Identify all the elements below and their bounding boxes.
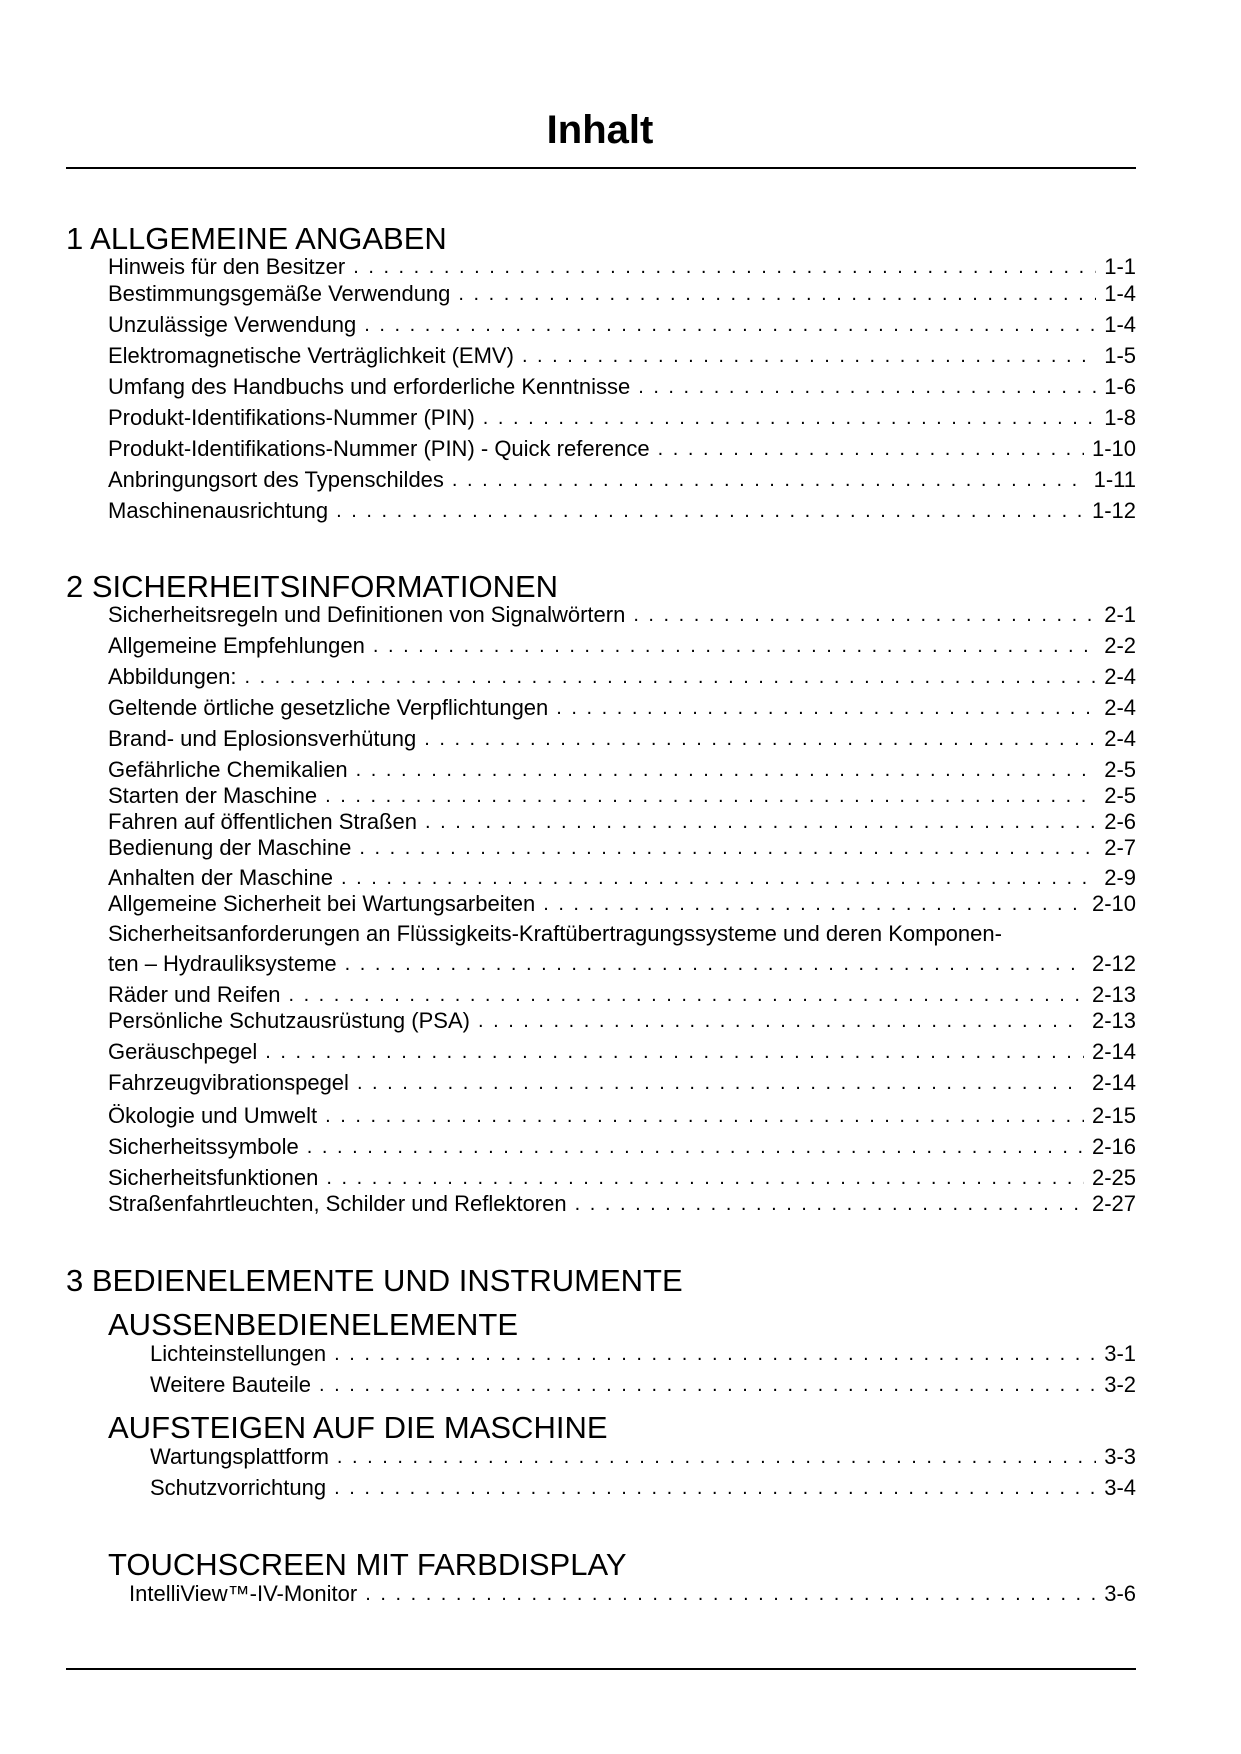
toc-entry-title: Persönliche Schutzausrüstung (PSA) — [108, 1008, 470, 1033]
leader-dots — [575, 1190, 1084, 1218]
toc-entry[interactable] — [108, 981, 1136, 1009]
toc-entry-page: 2-6 — [1104, 809, 1136, 834]
toc-entry-page: 3-3 — [1104, 1444, 1136, 1469]
toc-entry-title: Elektromagnetische Verträglichkeit (EMV) — [108, 343, 514, 368]
toc-entry-title: Starten der Maschine — [108, 783, 318, 808]
toc-entry-title: Sicherheitssymbole — [108, 1134, 299, 1159]
leader-dots — [356, 756, 1097, 784]
toc-entry-title: Schutzvorrichtung — [150, 1475, 327, 1500]
toc-entry-title: Bestimmungsgemäße Verwendung — [108, 281, 451, 306]
leader-dots — [424, 725, 1096, 753]
leader-dots — [341, 864, 1096, 892]
toc-entry[interactable] — [108, 694, 1136, 722]
section-heading-2: 2 SICHERHEITSINFORMATIONEN — [66, 569, 559, 604]
toc-entry-page: 2-12 — [1091, 951, 1136, 976]
toc-entry-title: Sicherheitsfunktionen — [108, 1165, 319, 1190]
toc-entry[interactable] — [108, 404, 1136, 432]
leader-dots — [543, 890, 1084, 918]
bottom-divider — [66, 1668, 1136, 1670]
toc-entry[interactable] — [108, 1164, 1136, 1192]
leader-dots — [556, 694, 1096, 722]
toc-entry-page: 2-27 — [1091, 1191, 1136, 1216]
toc-entry-title: Gefährliche Chemikalien — [108, 757, 348, 782]
toc-entry-title: Hinweis für den Besitzer — [108, 254, 346, 279]
leader-dots — [288, 981, 1084, 1009]
toc-entry-page: 1-10 — [1091, 436, 1136, 461]
toc-entry-wrapped-line: Sicherheitsanforderungen an Flüssigkeits-Kraftübertragungssysteme und deren Komponen- — [108, 921, 1002, 946]
toc-entry-page: 1-4 — [1104, 312, 1136, 337]
toc-entry-page: 2-14 — [1091, 1039, 1136, 1064]
toc-entry[interactable] — [150, 1340, 1136, 1368]
leader-dots — [337, 1443, 1096, 1471]
sub-heading-aussenbedienelemente: AUSSENBEDIENELEMENTE — [108, 1307, 518, 1342]
toc-entry[interactable] — [108, 253, 1136, 281]
toc-entry-title: ten – Hydrauliksysteme — [108, 951, 337, 976]
toc-entry-title: Abbildungen: — [108, 664, 237, 689]
leader-dots — [325, 782, 1096, 810]
toc-entry-title: Produkt-Identifikations-Nummer (PIN) — [108, 405, 475, 430]
toc-entry-page: 3-4 — [1104, 1475, 1136, 1500]
toc-entry[interactable] — [108, 1102, 1136, 1130]
toc-entry-title: Fahrzeugvibrationspegel — [108, 1070, 349, 1095]
leader-dots — [336, 497, 1084, 525]
toc-entry-page: 1-11 — [1093, 467, 1136, 492]
toc-entry-title: Anhalten der Maschine — [108, 865, 334, 890]
toc-entry-page: 2-15 — [1091, 1103, 1136, 1128]
toc-entry[interactable] — [108, 663, 1136, 691]
toc-entry-page: 2-25 — [1091, 1165, 1136, 1190]
leader-dots — [483, 404, 1096, 432]
toc-entry[interactable] — [108, 373, 1136, 401]
toc-entry-page: 2-4 — [1104, 664, 1136, 689]
leader-dots — [522, 342, 1096, 370]
toc-entry-page: 2-5 — [1104, 783, 1136, 808]
toc-entry-title: Unzulässige Verwendung — [108, 312, 357, 337]
toc-entry-title: Brand- und Eplosionsverhütung — [108, 726, 417, 751]
toc-entry-page: 1-6 — [1104, 374, 1136, 399]
toc-entry-page: 1-5 — [1104, 343, 1136, 368]
leader-dots — [478, 1007, 1084, 1035]
toc-entry-page: 2-7 — [1104, 835, 1136, 860]
toc-entry-title: Produkt-Identifikations-Nummer (PIN) - Quick reference — [108, 436, 650, 461]
toc-entry-title: IntelliView™-IV-Monitor — [129, 1581, 358, 1606]
toc-entry[interactable] — [108, 808, 1136, 836]
toc-entry-title: Lichteinstellungen — [150, 1341, 327, 1366]
leader-dots — [365, 1580, 1096, 1608]
toc-entry[interactable] — [108, 311, 1136, 339]
section-heading-1: 1 ALLGEMEINE ANGABEN — [66, 221, 447, 256]
toc-entry-title: Sicherheitsregeln und Definitionen von Signalwörtern — [108, 602, 626, 627]
toc-entry[interactable] — [108, 466, 1136, 494]
toc-entry[interactable] — [108, 342, 1136, 370]
leader-dots — [265, 1038, 1084, 1066]
toc-entry-title: Anbringungsort des Typenschildes — [108, 467, 444, 492]
toc-entry-title: Wartungsplattform — [150, 1444, 329, 1469]
leader-dots — [345, 950, 1084, 978]
toc-entry-page: 2-16 — [1091, 1134, 1136, 1159]
leader-dots — [458, 280, 1096, 308]
leader-dots — [307, 1133, 1084, 1161]
toc-entry-page: 1-12 — [1091, 498, 1136, 523]
toc-entry[interactable] — [150, 1474, 1136, 1502]
toc-entry[interactable] — [108, 601, 1136, 629]
toc-entry[interactable] — [108, 950, 1136, 978]
leader-dots — [326, 1164, 1084, 1192]
toc-entry[interactable] — [129, 1580, 1136, 1608]
section-heading-3: 3 BEDIENELEMENTE UND INSTRUMENTE — [66, 1263, 683, 1298]
toc-entry[interactable] — [108, 632, 1136, 660]
toc-entry-page: 2-4 — [1104, 695, 1136, 720]
leader-dots — [633, 601, 1096, 629]
toc-entry[interactable] — [150, 1371, 1136, 1399]
toc-entry-page: 2-13 — [1091, 982, 1136, 1007]
toc-entry[interactable] — [108, 1190, 1136, 1218]
toc-entry-page: 1-1 — [1104, 254, 1136, 279]
leader-dots — [353, 253, 1096, 281]
toc-entry[interactable] — [108, 1007, 1136, 1035]
toc-entry[interactable] — [108, 756, 1136, 784]
toc-entry[interactable] — [108, 280, 1136, 308]
leader-dots — [325, 1102, 1084, 1130]
toc-entry-page: 2-4 — [1104, 726, 1136, 751]
toc-entry-page: 2-13 — [1091, 1008, 1136, 1033]
toc-entry-page: 1-8 — [1104, 405, 1136, 430]
toc-entry[interactable] — [108, 864, 1136, 892]
toc-entry[interactable] — [150, 1443, 1136, 1471]
toc-entry[interactable] — [108, 834, 1136, 862]
toc-entry-title: Ökologie und Umwelt — [108, 1103, 318, 1128]
leader-dots — [334, 1474, 1096, 1502]
toc-entry-page: 2-5 — [1104, 757, 1136, 782]
toc-entry[interactable] — [108, 782, 1136, 810]
leader-dots — [658, 435, 1084, 463]
leader-dots — [357, 1069, 1084, 1097]
leader-dots — [452, 466, 1086, 494]
toc-entry[interactable] — [108, 435, 1136, 463]
toc-entry-page: 3-1 — [1104, 1341, 1136, 1366]
page-title: Inhalt — [546, 108, 654, 152]
toc-entry-title: Allgemeine Sicherheit bei Wartungsarbeiten — [108, 891, 536, 916]
toc-entry-title: Fahren auf öffentlichen Straßen — [108, 809, 418, 834]
toc-entry-title: Maschinenausrichtung — [108, 498, 329, 523]
toc-entry[interactable] — [108, 1038, 1136, 1066]
toc-entry-title: Allgemeine Empfehlungen — [108, 633, 365, 658]
leader-dots — [364, 311, 1096, 339]
toc-entry-title: Geräuschpegel — [108, 1039, 258, 1064]
toc-entry-title: Bedienung der Maschine — [108, 835, 352, 860]
sub-heading-touchscreen: TOUCHSCREEN MIT FARBDISPLAY — [108, 1547, 627, 1582]
toc-entry-page: 3-6 — [1104, 1581, 1136, 1606]
leader-dots — [425, 808, 1096, 836]
leader-dots — [244, 663, 1096, 691]
leader-dots — [638, 373, 1096, 401]
toc-entry-page: 2-1 — [1104, 602, 1136, 627]
toc-entry[interactable] — [108, 1133, 1136, 1161]
toc-entry[interactable] — [108, 1069, 1136, 1097]
toc-entry-page: 2-9 — [1104, 865, 1136, 890]
toc-entry[interactable] — [108, 890, 1136, 918]
leader-dots — [359, 834, 1096, 862]
toc-entry-page: 3-2 — [1104, 1372, 1136, 1397]
toc-entry-title: Räder und Reifen — [108, 982, 281, 1007]
leader-dots — [319, 1371, 1096, 1399]
toc-entry[interactable] — [108, 497, 1136, 525]
toc-entry-title: Weitere Bauteile — [150, 1372, 312, 1397]
leader-dots — [334, 1340, 1096, 1368]
toc-entry-page: 2-14 — [1091, 1070, 1136, 1095]
toc-entry-title: Umfang des Handbuchs und erforderliche Kenntnisse — [108, 374, 631, 399]
toc-entry-page: 1-4 — [1104, 281, 1136, 306]
toc-entry-page: 2-2 — [1104, 633, 1136, 658]
toc-entry-title: Straßenfahrtleuchten, Schilder und Reflektoren — [108, 1191, 567, 1216]
toc-entry[interactable] — [108, 725, 1136, 753]
toc-entry-title: Geltende örtliche gesetzliche Verpflichtungen — [108, 695, 549, 720]
leader-dots — [373, 632, 1096, 660]
sub-heading-aufsteigen: AUFSTEIGEN AUF DIE MASCHINE — [108, 1410, 608, 1445]
toc-entry-page: 2-10 — [1091, 891, 1136, 916]
